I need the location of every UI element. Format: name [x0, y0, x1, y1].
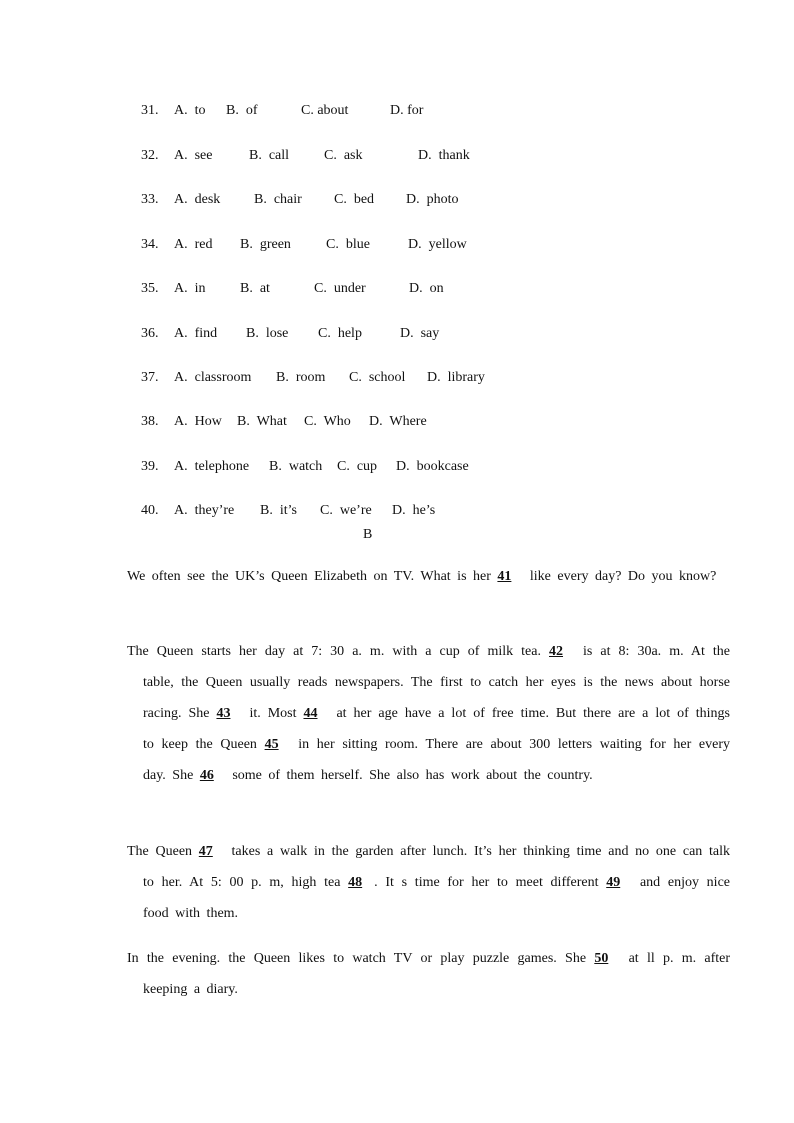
blank-48: 48 — [348, 875, 363, 890]
section-heading-b: B — [363, 527, 373, 542]
option-c: C. under — [314, 281, 366, 296]
passage-paragraph-4 — [127, 943, 730, 1005]
option-a: A. find — [174, 326, 218, 341]
passage-text: in her sitting room. There are about 300 letters waiting for her every day. She — [143, 737, 730, 783]
option-b: B. chair — [254, 192, 302, 207]
question-35 — [127, 259, 444, 296]
option-c: C. school — [349, 370, 406, 385]
option-b: B. What — [237, 414, 287, 429]
option-c: C. Who — [304, 414, 351, 429]
passage-text: . It s time for her to meet different — [374, 875, 599, 890]
question-number: 31. — [141, 103, 159, 118]
passage-text: The Queen — [127, 844, 193, 859]
question-number: 35. — [141, 281, 159, 296]
question-number: 37. — [141, 370, 159, 385]
option-a: A. they’re — [174, 503, 235, 518]
blank-47: 47 — [198, 844, 213, 859]
option-c: C. we’re — [320, 503, 372, 518]
question-number: 38. — [141, 414, 159, 429]
option-a: A. desk — [174, 192, 221, 207]
option-a: A. How — [174, 414, 222, 429]
option-c: C. blue — [326, 237, 370, 252]
option-d: D. say — [400, 326, 440, 341]
option-b: B. of — [226, 103, 258, 118]
option-d: D. photo — [406, 192, 459, 207]
question-38 — [127, 392, 427, 429]
option-d: D. yellow — [408, 237, 467, 252]
question-37 — [127, 348, 485, 385]
option-d: D. bookcase — [396, 459, 469, 474]
question-34 — [127, 215, 467, 252]
question-32 — [127, 126, 470, 163]
question-36 — [127, 304, 440, 341]
option-a: A. classroom — [174, 370, 252, 385]
passage-text: We often see the UK’s Queen Elizabeth on TV. What is her — [127, 569, 491, 584]
question-33 — [127, 170, 459, 207]
option-b: B. room — [276, 370, 326, 385]
passage-paragraph-1 — [127, 561, 730, 592]
option-d: D. for — [390, 103, 424, 118]
option-b: B. at — [240, 281, 270, 296]
blank-50: 50 — [594, 951, 609, 966]
option-c: C. ask — [324, 148, 363, 163]
question-number: 40. — [141, 503, 159, 518]
option-a: A. to — [174, 103, 206, 118]
option-d: D. library — [427, 370, 485, 385]
option-c: C. about — [301, 103, 349, 118]
blank-41: 41 — [497, 569, 512, 584]
question-39 — [127, 437, 469, 474]
option-a: A. see — [174, 148, 213, 163]
option-b: B. green — [240, 237, 291, 252]
passage-text: The Queen starts her day at 7: 30 a. m. with a cup of milk tea. — [127, 644, 541, 659]
question-31 — [127, 81, 424, 118]
blank-45: 45 — [264, 737, 279, 752]
option-b: B. lose — [246, 326, 289, 341]
question-number: 39. — [141, 459, 159, 474]
passage-paragraph-3 — [127, 836, 730, 929]
passage-text: In the evening. the Queen likes to watch TV or play puzzle games. She — [127, 951, 587, 966]
passage-paragraph-2 — [127, 636, 730, 791]
passage-text: takes a walk in the garden after lunch. It’s her thinking time and no one can talk to her. At 5: 00 p. m, high tea — [143, 844, 731, 890]
passage-text: at ll p. m. after keeping a diary. — [143, 951, 731, 997]
blank-46: 46 — [199, 768, 214, 783]
passage-text: is at 8: 30a. m. At the table, the Queen usually reads newspapers. The first to catch her eyes is the news about horse racing. She — [143, 644, 730, 721]
passage-text: and enjoy nice food with them. — [143, 875, 731, 921]
option-d: D. thank — [418, 148, 470, 163]
question-number: 34. — [141, 237, 159, 252]
option-a: A. in — [174, 281, 206, 296]
option-c: C. bed — [334, 192, 375, 207]
blank-49: 49 — [606, 875, 621, 890]
question-number: 32. — [141, 148, 159, 163]
question-number: 36. — [141, 326, 159, 341]
blank-43: 43 — [216, 706, 231, 721]
option-d: D. Where — [369, 414, 427, 429]
question-number: 33. — [141, 192, 159, 207]
blank-42: 42 — [549, 644, 564, 659]
option-b: B. call — [249, 148, 290, 163]
option-b: B. watch — [269, 459, 323, 474]
question-40 — [127, 481, 436, 518]
blank-44: 44 — [303, 706, 318, 721]
option-d: D. on — [409, 281, 444, 296]
passage-text: some of them herself. She also has work about the country. — [232, 768, 593, 783]
passage-text: like every day? Do you know? — [529, 569, 717, 584]
option-c: C. cup — [337, 459, 378, 474]
option-c: C. help — [318, 326, 362, 341]
option-d: D. he’s — [392, 503, 436, 518]
option-a: A. red — [174, 237, 213, 252]
passage-text: it. Most — [249, 706, 297, 721]
option-b: B. it’s — [260, 503, 297, 518]
option-a: A. telephone — [174, 459, 250, 474]
passage-text: at her age have a lot of free time. But there are a lot of things to keep the Queen — [143, 706, 731, 752]
